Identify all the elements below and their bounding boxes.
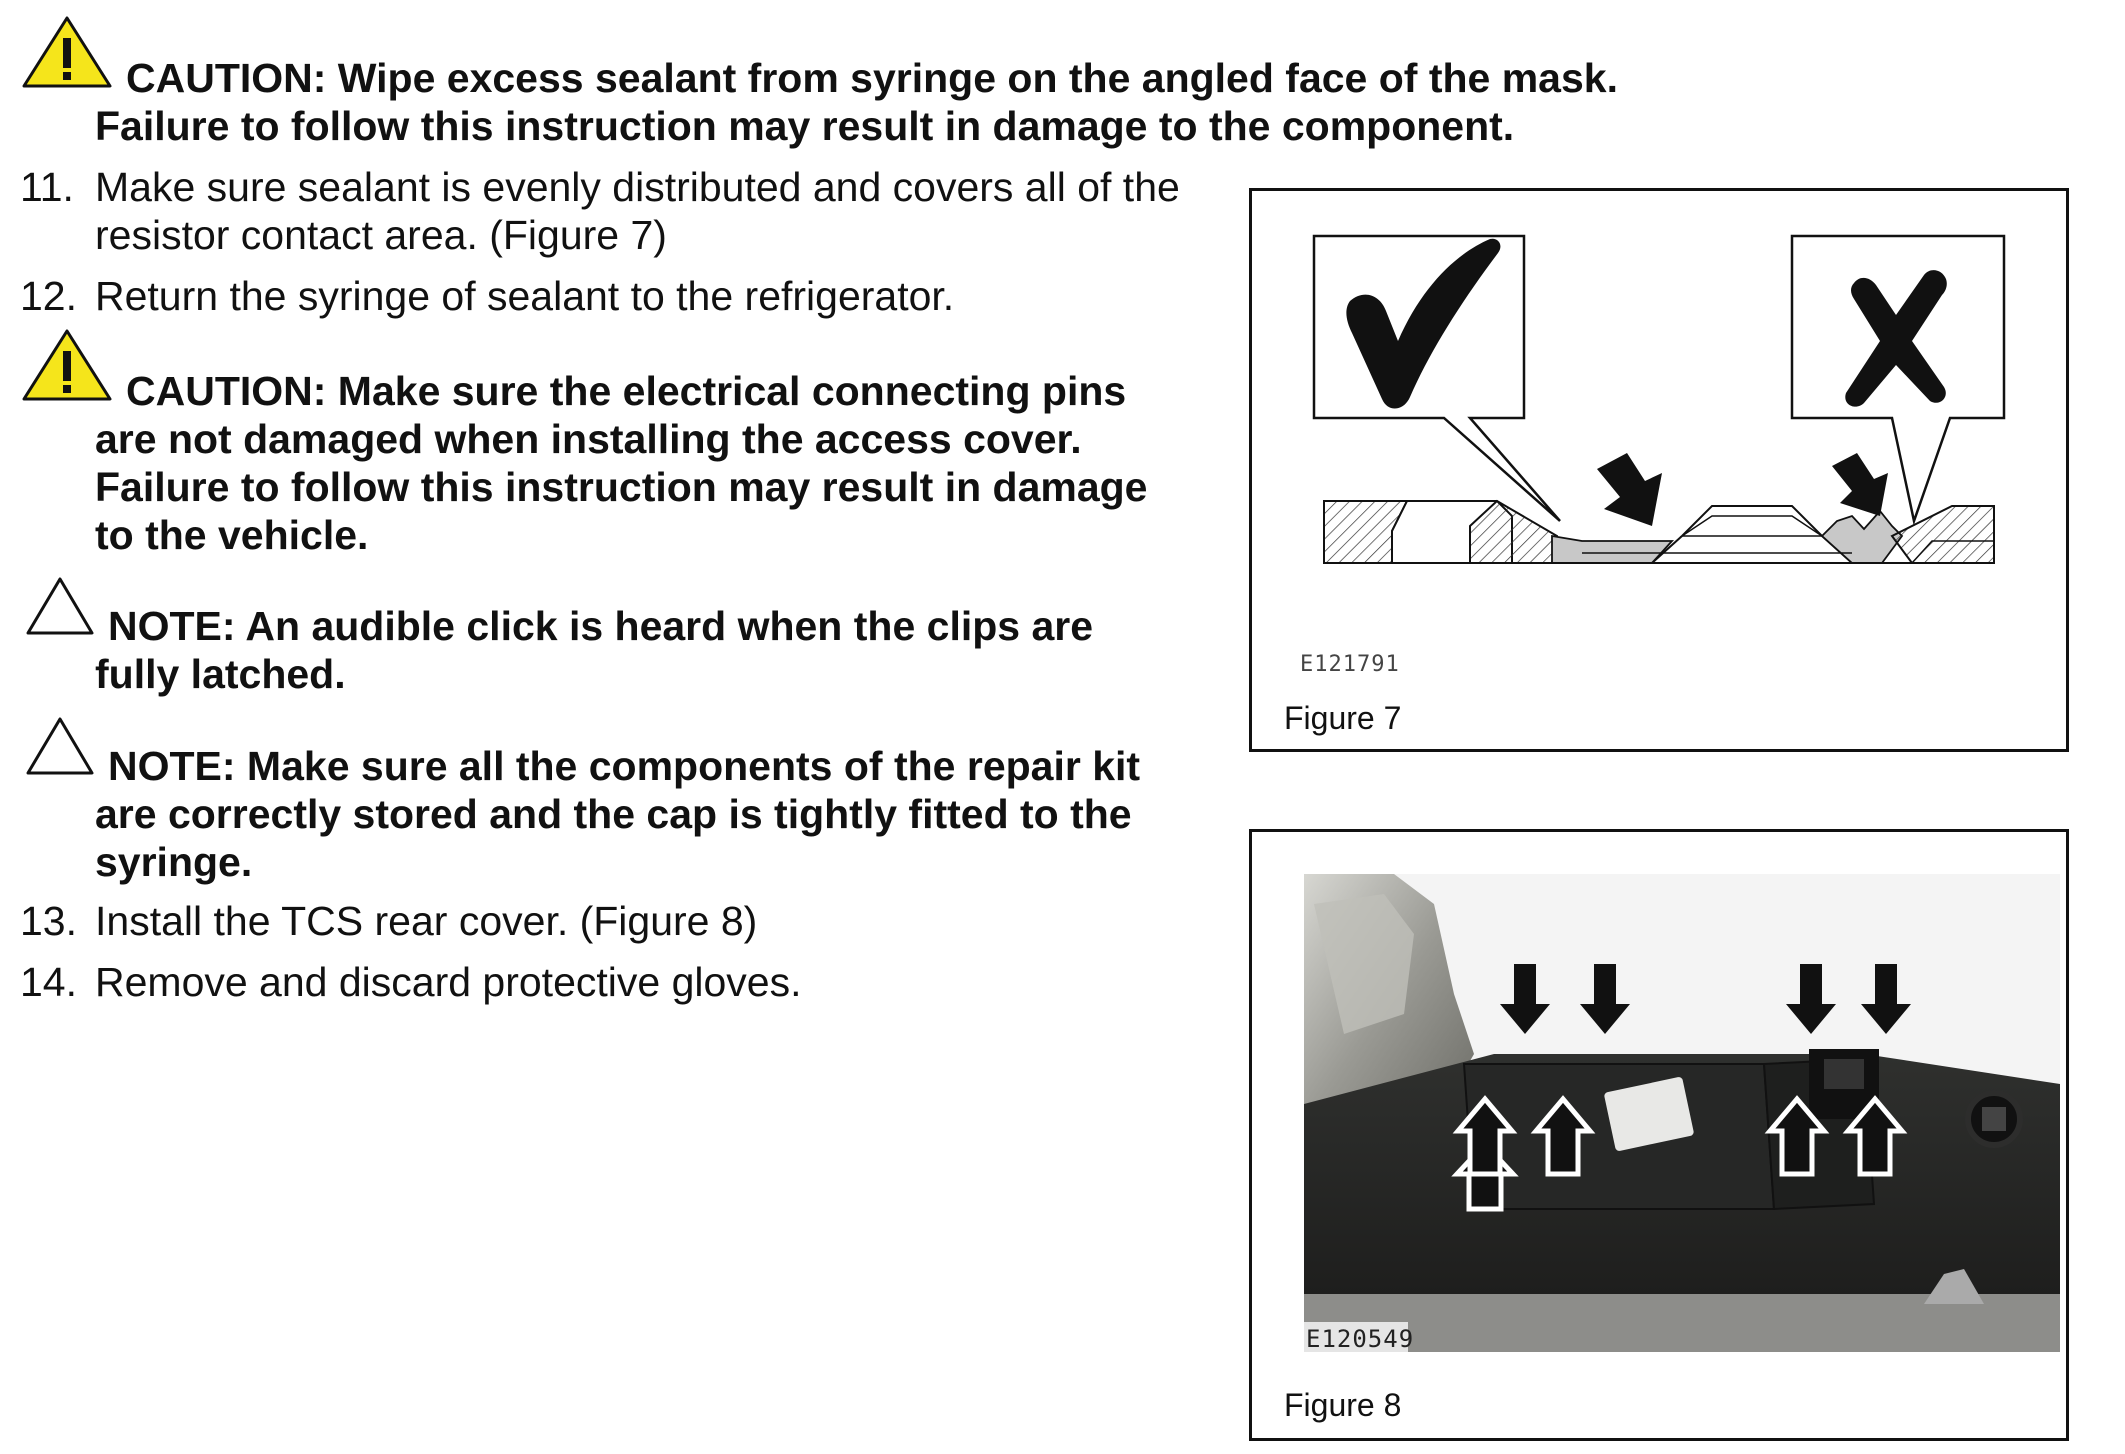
tcs-rear-cover-photo	[1304, 874, 2060, 1352]
arrow-down-icon	[1597, 453, 1662, 526]
note-triangle-icon	[24, 575, 96, 637]
step-11-line-1: Make sure sealant is evenly distributed and covers all of the	[95, 164, 1180, 210]
caution-2-line-4: to the vehicle.	[95, 512, 369, 558]
warning-triangle-icon	[20, 327, 114, 403]
note-2-line-3: syringe.	[95, 839, 253, 885]
figure-8-image-id: E120549	[1306, 1325, 1415, 1353]
correct-callout	[1314, 236, 1560, 521]
figure-7-image-id: E121791	[1300, 652, 1400, 677]
step-13-text: Install the TCS rear cover. (Figure 8)	[95, 898, 758, 944]
caution-1-line-2: Failure to follow this instruction may result in damage to the component.	[95, 103, 1515, 149]
figure-7	[1249, 188, 2069, 752]
arrow-down-icon	[1832, 453, 1888, 516]
step-14-text: Remove and discard protective gloves.	[95, 959, 802, 1005]
caution-2-line-2: are not damaged when installing the access cover.	[95, 416, 1082, 462]
caution-2-line-3: Failure to follow this instruction may result in damage	[95, 464, 1148, 510]
caution-2-line-1: CAUTION: Make sure the electrical connecting pins	[126, 368, 1127, 414]
step-11-line-2: resistor contact area. (Figure 7)	[95, 212, 667, 258]
step-12-number: 12.	[20, 273, 77, 319]
figure-8	[1249, 829, 2069, 1441]
note-1-line-2: fully latched.	[95, 651, 346, 697]
step-11-number: 11.	[20, 164, 74, 210]
cross-section	[1324, 501, 1994, 563]
note-1-line-1: NOTE: An audible click is heard when the clips are	[108, 603, 1094, 649]
step-14-number: 14.	[20, 959, 77, 1005]
step-13-number: 13.	[20, 898, 77, 944]
note-triangle-icon	[24, 715, 96, 777]
figure-7-caption: Figure 7	[1284, 700, 1402, 736]
incorrect-callout	[1792, 236, 2004, 521]
figure-8-caption: Figure 8	[1284, 1387, 1402, 1423]
note-2-line-2: are correctly stored and the cap is tightly fitted to the	[95, 791, 1132, 837]
caution-1-line-1: CAUTION: Wipe excess sealant from syringe on the angled face of the mask.	[126, 55, 1618, 101]
warning-triangle-icon	[20, 14, 114, 90]
note-2-line-1: NOTE: Make sure all the components of the repair kit	[108, 743, 1141, 789]
step-12-text: Return the syringe of sealant to the refrigerator.	[95, 273, 955, 319]
